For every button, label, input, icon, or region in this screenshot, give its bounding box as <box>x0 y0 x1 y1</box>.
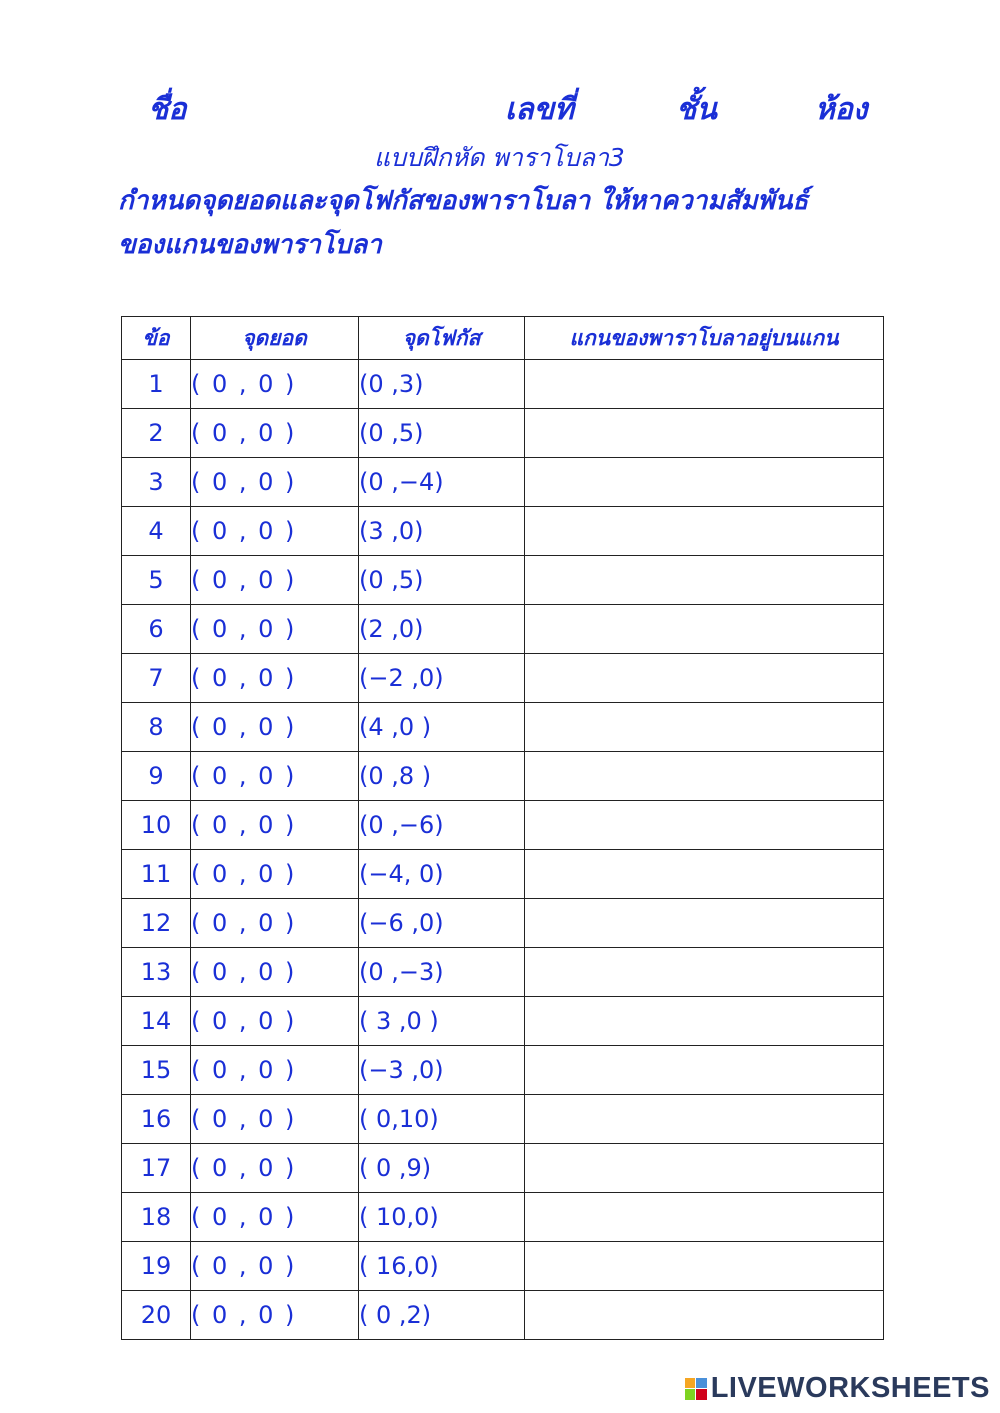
focus-cell: ( 16,0) <box>359 1242 525 1291</box>
column-header-axis: แกนของพาราโบลาอยู่บนแกน <box>525 317 884 360</box>
table-row <box>122 752 884 801</box>
focus-cell: (−2 ,0) <box>359 654 525 703</box>
row-number: 14 <box>122 997 191 1046</box>
row-number: 3 <box>122 458 191 507</box>
vertex-cell: ( 0 , 0 ) <box>191 948 359 997</box>
row-number: 17 <box>122 1144 191 1193</box>
focus-cell: (0 ,−6) <box>359 801 525 850</box>
vertex-cell: ( 0 , 0 ) <box>191 1095 359 1144</box>
column-header-number: ข้อ <box>122 317 191 360</box>
vertex-cell: ( 0 , 0 ) <box>191 899 359 948</box>
focus-cell: (3 ,0) <box>359 507 525 556</box>
column-header-vertex: จุดยอด <box>191 317 359 360</box>
table-row <box>122 1242 884 1291</box>
row-number: 19 <box>122 1242 191 1291</box>
focus-cell: (0 ,3) <box>359 360 525 409</box>
instruction-line-1: กำหนดจุดยอดและจุดโฟกัสของพาราโบลา ให้หาความสัมพันธ์ <box>118 186 809 216</box>
number-label: เลขที่ <box>505 92 574 127</box>
row-number: 16 <box>122 1095 191 1144</box>
row-number: 8 <box>122 703 191 752</box>
vertex-cell: ( 0 , 0 ) <box>191 752 359 801</box>
focus-cell: ( 0,10) <box>359 1095 525 1144</box>
focus-cell: (−3 ,0) <box>359 1046 525 1095</box>
vertex-cell: ( 0 , 0 ) <box>191 1193 359 1242</box>
row-number: 4 <box>122 507 191 556</box>
vertex-cell: ( 0 , 0 ) <box>191 1291 359 1340</box>
worksheet-title: แบบฝึกหัด พาราโบลา3 <box>374 143 625 172</box>
table-body <box>122 360 884 1340</box>
liveworksheets-logo-icon <box>685 1378 707 1400</box>
answer-cell[interactable] <box>525 1095 884 1144</box>
table-row <box>122 997 884 1046</box>
vertex-cell: ( 0 , 0 ) <box>191 458 359 507</box>
parabola-table <box>121 316 884 1340</box>
answer-cell[interactable] <box>525 360 884 409</box>
table-row <box>122 1291 884 1340</box>
table-header-row <box>122 317 884 360</box>
vertex-cell: ( 0 , 0 ) <box>191 654 359 703</box>
table-row <box>122 556 884 605</box>
answer-cell[interactable] <box>525 899 884 948</box>
row-number: 5 <box>122 556 191 605</box>
focus-cell: (2 ,0) <box>359 605 525 654</box>
vertex-cell: ( 0 , 0 ) <box>191 1046 359 1095</box>
row-number: 20 <box>122 1291 191 1340</box>
table-row <box>122 458 884 507</box>
table-row <box>122 360 884 409</box>
row-number: 1 <box>122 360 191 409</box>
focus-cell: (0 ,−4) <box>359 458 525 507</box>
focus-cell: (0 ,5) <box>359 409 525 458</box>
table-row <box>122 507 884 556</box>
row-number: 6 <box>122 605 191 654</box>
logo-text: LIVEWORKSHEETS <box>710 1372 990 1404</box>
vertex-cell: ( 0 , 0 ) <box>191 556 359 605</box>
table-row <box>122 899 884 948</box>
vertex-cell: ( 0 , 0 ) <box>191 850 359 899</box>
row-number: 12 <box>122 899 191 948</box>
vertex-cell: ( 0 , 0 ) <box>191 507 359 556</box>
table-row <box>122 1144 884 1193</box>
name-label: ชื่อ <box>148 92 187 127</box>
row-number: 2 <box>122 409 191 458</box>
focus-cell: (4 ,0 ) <box>359 703 525 752</box>
answer-cell[interactable] <box>525 1144 884 1193</box>
row-number: 10 <box>122 801 191 850</box>
column-header-focus: จุดโฟกัส <box>359 317 525 360</box>
answer-cell[interactable] <box>525 458 884 507</box>
focus-cell: (−4, 0) <box>359 850 525 899</box>
row-number: 7 <box>122 654 191 703</box>
focus-cell: ( 0 ,9) <box>359 1144 525 1193</box>
table-row <box>122 850 884 899</box>
vertex-cell: ( 0 , 0 ) <box>191 360 359 409</box>
answer-cell[interactable] <box>525 654 884 703</box>
vertex-cell: ( 0 , 0 ) <box>191 1242 359 1291</box>
answer-cell[interactable] <box>525 605 884 654</box>
table-row <box>122 1193 884 1242</box>
answer-cell[interactable] <box>525 556 884 605</box>
table-row <box>122 409 884 458</box>
table-row <box>122 703 884 752</box>
table-row <box>122 1095 884 1144</box>
answer-cell[interactable] <box>525 801 884 850</box>
focus-cell: ( 0 ,2) <box>359 1291 525 1340</box>
answer-cell[interactable] <box>525 997 884 1046</box>
table-row <box>122 801 884 850</box>
focus-cell: (0 ,−3) <box>359 948 525 997</box>
answer-cell[interactable] <box>525 507 884 556</box>
answer-cell[interactable] <box>525 752 884 801</box>
answer-cell[interactable] <box>525 850 884 899</box>
focus-cell: ( 10,0) <box>359 1193 525 1242</box>
vertex-cell: ( 0 , 0 ) <box>191 997 359 1046</box>
class-label: ชั้น <box>676 92 717 127</box>
answer-cell[interactable] <box>525 1242 884 1291</box>
answer-cell[interactable] <box>525 1193 884 1242</box>
row-number: 15 <box>122 1046 191 1095</box>
instruction-line-2: ของแกนของพาราโบลา <box>118 230 382 260</box>
row-number: 9 <box>122 752 191 801</box>
focus-cell: ( 3 ,0 ) <box>359 997 525 1046</box>
answer-cell[interactable] <box>525 948 884 997</box>
focus-cell: (0 ,5) <box>359 556 525 605</box>
vertex-cell: ( 0 , 0 ) <box>191 801 359 850</box>
row-number: 18 <box>122 1193 191 1242</box>
vertex-cell: ( 0 , 0 ) <box>191 1144 359 1193</box>
focus-cell: (0 ,8 ) <box>359 752 525 801</box>
vertex-cell: ( 0 , 0 ) <box>191 703 359 752</box>
answer-cell[interactable] <box>525 1291 884 1340</box>
table-row <box>122 654 884 703</box>
answer-cell[interactable] <box>525 409 884 458</box>
table-row <box>122 948 884 997</box>
room-label: ห้อง <box>815 92 868 127</box>
row-number: 11 <box>122 850 191 899</box>
answer-cell[interactable] <box>525 1046 884 1095</box>
focus-cell: (−6 ,0) <box>359 899 525 948</box>
liveworksheets-logo <box>685 1372 990 1405</box>
row-number: 13 <box>122 948 191 997</box>
vertex-cell: ( 0 , 0 ) <box>191 605 359 654</box>
table-row <box>122 1046 884 1095</box>
table-row <box>122 605 884 654</box>
vertex-cell: ( 0 , 0 ) <box>191 409 359 458</box>
answer-cell[interactable] <box>525 703 884 752</box>
